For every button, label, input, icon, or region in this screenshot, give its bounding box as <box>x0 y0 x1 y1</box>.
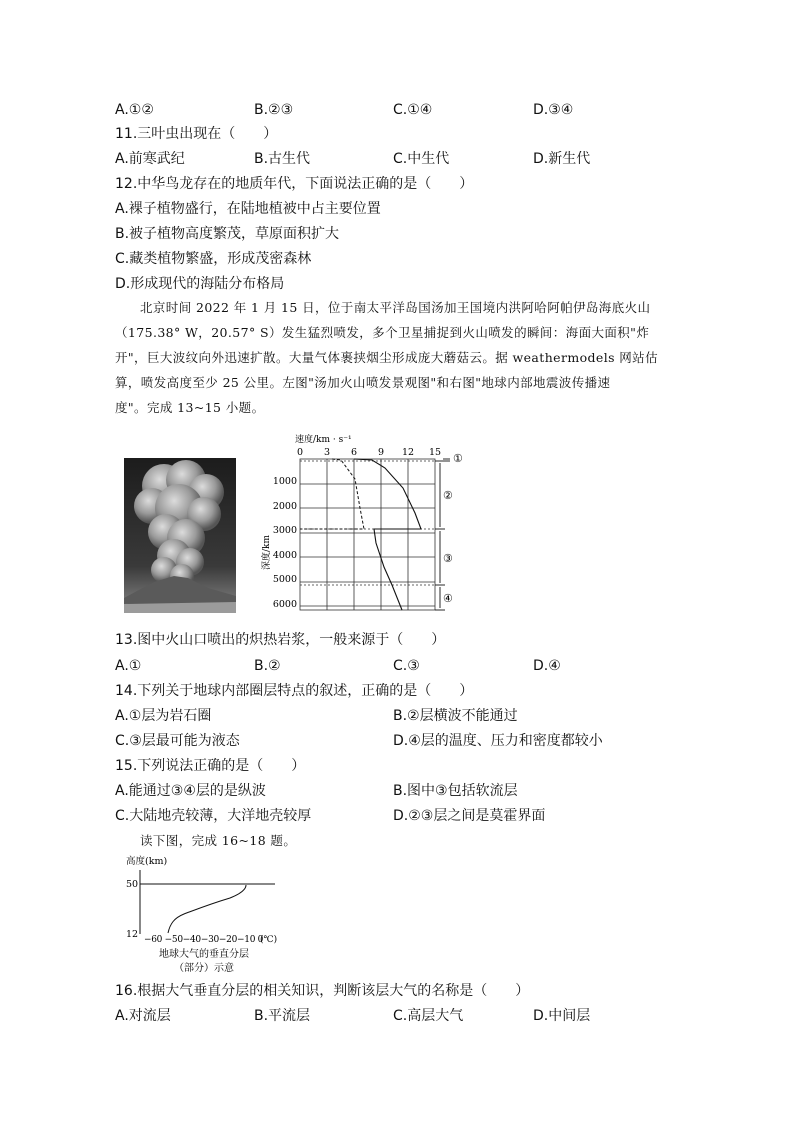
q14-option-b[interactable]: B.②层横波不能通过 <box>393 708 518 724</box>
seismic-wave-chart <box>255 430 475 620</box>
q10-option-b[interactable]: B.②③ <box>254 102 294 118</box>
q14-stem: 14.下列关于地球内部圈层特点的叙述，正确的是（ ） <box>115 683 474 699</box>
x-tick: 6 <box>350 447 358 458</box>
atmo-y-tick-12: 12 <box>126 929 139 940</box>
q13-option-c[interactable]: C.③ <box>393 658 420 674</box>
q12-option-c[interactable]: C.藏类植物繁盛，形成茂密森林 <box>115 251 312 267</box>
q13-option-b[interactable]: B.② <box>254 658 281 674</box>
x-tick: 9 <box>377 447 385 458</box>
q15-option-b[interactable]: B.图中③包括软流层 <box>393 783 518 799</box>
passage-line-4: 算，喷发高度至少 25 公里。左图"汤加火山喷发景观图"和右图"地球内部地震波传播速 <box>115 375 611 390</box>
q12-stem: 12.中华鸟龙存在的地质年代，下面说法正确的是（ ） <box>115 176 474 192</box>
volcano-eruption-photo <box>124 458 236 613</box>
q16-option-d[interactable]: D.中间层 <box>533 1008 591 1024</box>
q11-stem: 11.三叶虫出现在（ ） <box>115 126 278 142</box>
passage-line-1: 北京时间 2022 年 1 月 15 日，位于南太平洋岛国汤加王国境内洪阿哈阿帕伊岛海底火山 <box>140 300 651 315</box>
q13-stem: 13.图中火山口喷出的炽热岩浆，一般来源于（ ） <box>115 632 446 648</box>
seismic-y-axis-title: 深度/km <box>262 534 272 570</box>
atmo-x-unit: (℃) <box>260 935 278 945</box>
q16-option-a[interactable]: A.对流层 <box>115 1008 171 1024</box>
q13-option-d[interactable]: D.④ <box>533 658 561 674</box>
q10-option-d[interactable]: D.③④ <box>533 102 574 118</box>
x-tick: 0 <box>296 447 304 458</box>
q12-option-a[interactable]: A.裸子植物盛行，在陆地植被中占主要位置 <box>115 201 381 217</box>
q12-option-d[interactable]: D.形成现代的海陆分布格局 <box>115 276 285 292</box>
layer-label-4: ④ <box>443 592 453 605</box>
q15-option-c[interactable]: C.大陆地壳较薄，大洋地壳较厚 <box>115 808 312 824</box>
p-wave-curve <box>354 459 421 610</box>
q16-option-c[interactable]: C.高层大气 <box>393 1008 464 1024</box>
q15-stem: 15.下列说法正确的是（ ） <box>115 758 306 774</box>
q11-option-b[interactable]: B.古生代 <box>254 151 311 167</box>
passage-line-5: 度"。完成 13~15 小题。 <box>115 400 265 415</box>
q15-option-a[interactable]: A.能通过③④层的是纵波 <box>115 783 266 799</box>
temperature-curve <box>168 885 246 933</box>
q11-option-c[interactable]: C.中生代 <box>393 151 450 167</box>
x-tick: 15 <box>428 447 442 458</box>
y-tick: 3000 <box>272 525 297 536</box>
layer-label-3: ③ <box>443 552 453 565</box>
x-tick: 3 <box>323 447 331 458</box>
q14-option-a[interactable]: A.①层为岩石圈 <box>115 708 212 724</box>
y-tick: 2000 <box>272 501 297 512</box>
passage-line-3: 开"，巨大波纹向外迅速扩散。大量气体裹挟烟尘形成庞大蘑菇云。据 weathermodels 网站估 <box>115 350 658 365</box>
atmo-x-ticks: −60 −50−40−30−20−10 0 <box>144 935 264 945</box>
q14-option-c[interactable]: C.③层最可能为液态 <box>115 733 240 749</box>
atmo-caption-1: 地球大气的垂直分层 <box>159 949 249 960</box>
q14-option-d[interactable]: D.④层的温度、压力和密度都较小 <box>393 733 603 749</box>
q12-option-b[interactable]: B.被子植物高度繁茂，草原面积扩大 <box>115 226 340 242</box>
q11-option-d[interactable]: D.新生代 <box>533 151 591 167</box>
intro-16-18: 读下图，完成 16~18 题。 <box>140 833 297 848</box>
y-tick: 5000 <box>272 574 297 585</box>
passage-line-2: （175.38° W，20.57° S）发生猛烈喷发，多个卫星捕捉到火山喷发的瞬间：海面大面积"炸 <box>115 325 650 340</box>
q10-option-c[interactable]: C.①④ <box>393 102 433 118</box>
q15-option-d[interactable]: D.②③层之间是莫霍界面 <box>393 808 546 824</box>
q10-option-a[interactable]: A.①② <box>115 102 154 118</box>
layer-label-2: ② <box>443 489 453 502</box>
atmosphere-chart <box>112 852 292 976</box>
atmo-caption-2: （部分）示意 <box>174 963 234 974</box>
q16-stem: 16.根据大气垂直分层的相关知识，判断该层大气的名称是（ ） <box>115 983 530 999</box>
layer-label-1: ① <box>453 452 463 465</box>
q13-option-a[interactable]: A.① <box>115 658 142 674</box>
y-tick: 6000 <box>272 599 297 610</box>
x-tick: 12 <box>401 447 415 458</box>
q16-option-b[interactable]: B.平流层 <box>254 1008 311 1024</box>
seismic-axis-title: 速度/km · s⁻¹ <box>295 435 352 445</box>
q11-option-a[interactable]: A.前寒武纪 <box>115 151 185 167</box>
y-tick: 1000 <box>272 476 297 487</box>
atmo-ylabel: 高度(km) <box>126 856 168 867</box>
atmo-y-tick-50: 50 <box>126 879 139 890</box>
y-tick: 4000 <box>272 550 297 561</box>
